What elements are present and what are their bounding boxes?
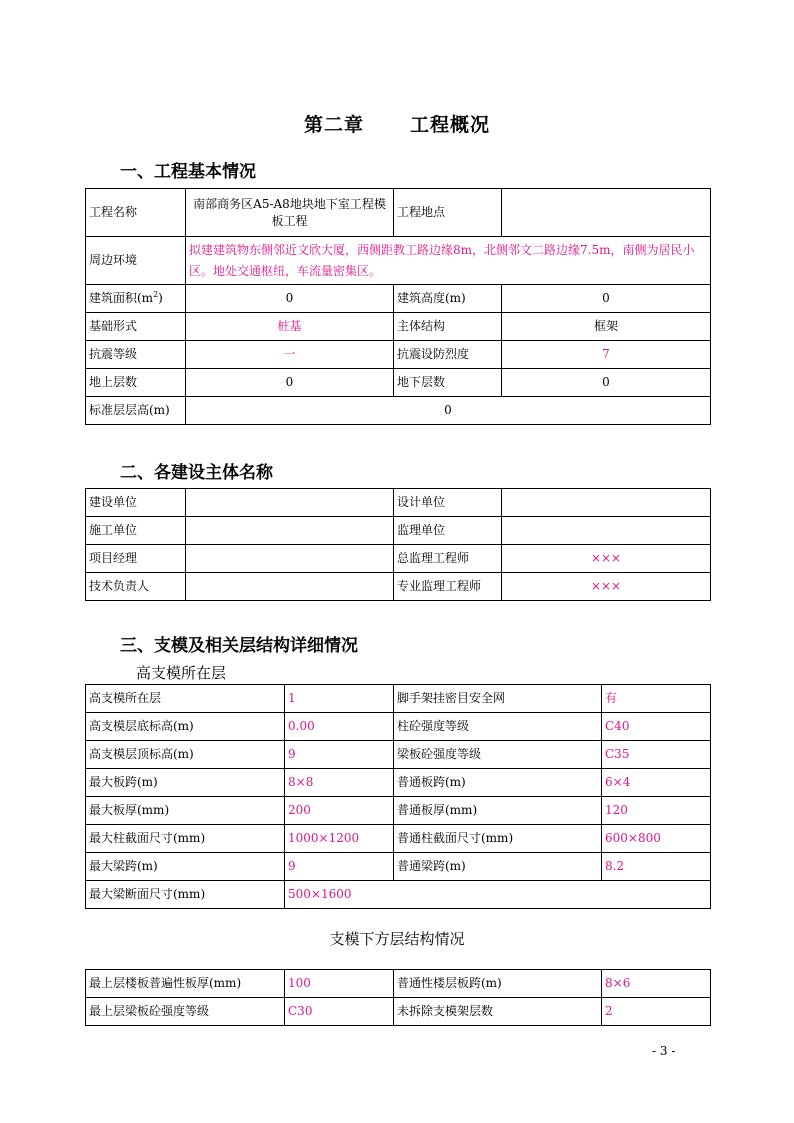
party-value xyxy=(502,517,711,545)
table-row xyxy=(86,998,711,1026)
party-value: ××× xyxy=(502,545,711,573)
parties-table xyxy=(85,488,711,601)
formwork-value: 0.00 xyxy=(285,713,394,741)
project-name-value: 南部商务区A5-A8地块地下室工程模板工程 xyxy=(186,189,394,237)
party-value xyxy=(186,517,394,545)
formwork-label: 普通梁跨(m) xyxy=(394,853,602,881)
seismic-grade-value: 一 xyxy=(186,341,394,369)
table-row xyxy=(86,685,711,713)
party-label: 设计单位 xyxy=(394,489,502,517)
formwork-label: 最大梁跨(m) xyxy=(86,853,285,881)
formwork-label: 柱砼强度等级 xyxy=(394,713,602,741)
std-floor-height-value: 0 xyxy=(186,397,711,425)
structure-value: 框架 xyxy=(502,313,711,341)
formwork-label: 普通柱截面尺寸(mm) xyxy=(394,825,602,853)
surroundings-label: 周边环境 xyxy=(86,237,186,285)
floors-below-label: 地下层数 xyxy=(394,369,502,397)
table-row xyxy=(86,881,711,909)
lower-value: C30 xyxy=(285,998,394,1026)
floors-above-label: 地上层数 xyxy=(86,369,186,397)
table-row xyxy=(86,573,711,601)
table-row xyxy=(86,397,711,425)
table-row xyxy=(86,545,711,573)
lower-label: 最上层楼板普遍性板厚(mm) xyxy=(86,970,285,998)
table-row xyxy=(86,741,711,769)
table-row xyxy=(86,489,711,517)
formwork-value: 120 xyxy=(602,797,711,825)
formwork-label: 最大梁断面尺寸(mm) xyxy=(86,881,285,909)
table-row xyxy=(86,825,711,853)
project-name-label: 工程名称 xyxy=(86,189,186,237)
section-1-heading: 一、工程基本情况 xyxy=(120,162,256,182)
table-row xyxy=(86,517,711,545)
table-row xyxy=(86,285,711,313)
formwork-label: 最大板跨(m) xyxy=(86,769,285,797)
formwork-value: C40 xyxy=(602,713,711,741)
table-row xyxy=(86,341,711,369)
party-value xyxy=(186,573,394,601)
table-row xyxy=(86,853,711,881)
formwork-value: 6×4 xyxy=(602,769,711,797)
chapter-label: 第二章 xyxy=(303,114,364,136)
high-formwork-subheading: 高支模所在层 xyxy=(136,664,227,682)
party-value xyxy=(186,489,394,517)
fortification-value: 7 xyxy=(502,341,711,369)
height-label: 建筑高度(m) xyxy=(394,285,502,313)
floors-above-value: 0 xyxy=(186,369,394,397)
high-formwork-table xyxy=(85,684,711,909)
party-value xyxy=(502,489,711,517)
formwork-label: 最大柱截面尺寸(mm) xyxy=(86,825,285,853)
party-label: 施工单位 xyxy=(86,517,186,545)
party-label: 专业监理工程师 xyxy=(394,573,502,601)
party-value: ××× xyxy=(502,573,711,601)
basic-info-table xyxy=(85,188,711,425)
seismic-grade-label: 抗震等级 xyxy=(86,341,186,369)
chapter-name: 工程概况 xyxy=(410,114,491,136)
formwork-label: 高支模层底标高(m) xyxy=(86,713,285,741)
table-row xyxy=(86,237,711,285)
location-label: 工程地点 xyxy=(394,189,502,237)
party-label: 监理单位 xyxy=(394,517,502,545)
table-row xyxy=(86,970,711,998)
lower-value: 2 xyxy=(602,998,711,1026)
location-value xyxy=(502,189,711,237)
table-row xyxy=(86,313,711,341)
formwork-label: 高支模层顶标高(m) xyxy=(86,741,285,769)
floors-below-value: 0 xyxy=(502,369,711,397)
formwork-value: 9 xyxy=(285,741,394,769)
formwork-value: 有 xyxy=(602,685,711,713)
party-label: 总监理工程师 xyxy=(394,545,502,573)
party-label: 项目经理 xyxy=(86,545,186,573)
formwork-label: 梁板砼强度等级 xyxy=(394,741,602,769)
formwork-value: 9 xyxy=(285,853,394,881)
section-2-heading: 二、各建设主体名称 xyxy=(120,463,273,483)
formwork-label: 脚手架挂密目安全网 xyxy=(394,685,602,713)
formwork-value: 600×800 xyxy=(602,825,711,853)
formwork-label: 高支模所在层 xyxy=(86,685,285,713)
formwork-value: 1 xyxy=(285,685,394,713)
party-label: 建设单位 xyxy=(86,489,186,517)
formwork-label: 普通板厚(mm) xyxy=(394,797,602,825)
table-row xyxy=(86,189,711,237)
party-value xyxy=(186,545,394,573)
area-label: 建筑面积$(m^2)$ xyxy=(86,285,186,313)
lower-value: 8×6 xyxy=(602,970,711,998)
table-row xyxy=(86,769,711,797)
formwork-label: 最大板厚(mm) xyxy=(86,797,285,825)
formwork-value: 200 xyxy=(285,797,394,825)
foundation-label: 基础形式 xyxy=(86,313,186,341)
std-floor-height-label: 标准层层高(m) xyxy=(86,397,186,425)
formwork-value: 8.2 xyxy=(602,853,711,881)
area-value: 0 xyxy=(186,285,394,313)
table-row xyxy=(86,797,711,825)
lower-structure-subheading: 支模下方层结构情况 xyxy=(329,930,465,948)
formwork-value: 500×1600 xyxy=(285,881,711,909)
section-3-heading: 三、支模及相关层结构详细情况 xyxy=(120,636,358,656)
lower-label: 最上层梁板砼强度等级 xyxy=(86,998,285,1026)
table-row xyxy=(86,713,711,741)
formwork-value: C35 xyxy=(602,741,711,769)
fortification-label: 抗震设防烈度 xyxy=(394,341,502,369)
structure-label: 主体结构 xyxy=(394,313,502,341)
surroundings-value: 拟建建筑物东侧邻近文欣大厦，西侧距教工路边缘8m，北侧邻文二路边缘7.5m，南侧为居民小区。地处交通枢纽，车流量密集区。 xyxy=(186,237,711,285)
lower-label: 未拆除支模架层数 xyxy=(394,998,602,1026)
lower-value: 100 xyxy=(285,970,394,998)
lower-label: 普通性楼层板跨(m) xyxy=(394,970,602,998)
formwork-value: 8×8 xyxy=(285,769,394,797)
formwork-label: 普通板跨(m) xyxy=(394,769,602,797)
party-label: 技术负责人 xyxy=(86,573,186,601)
foundation-value: 桩基 xyxy=(186,313,394,341)
formwork-value: 1000×1200 xyxy=(285,825,394,853)
page-number: - 3 - xyxy=(652,1044,676,1058)
height-value: 0 xyxy=(502,285,711,313)
chapter-title xyxy=(0,110,794,137)
table-row xyxy=(86,369,711,397)
lower-structure-table xyxy=(85,969,711,1026)
